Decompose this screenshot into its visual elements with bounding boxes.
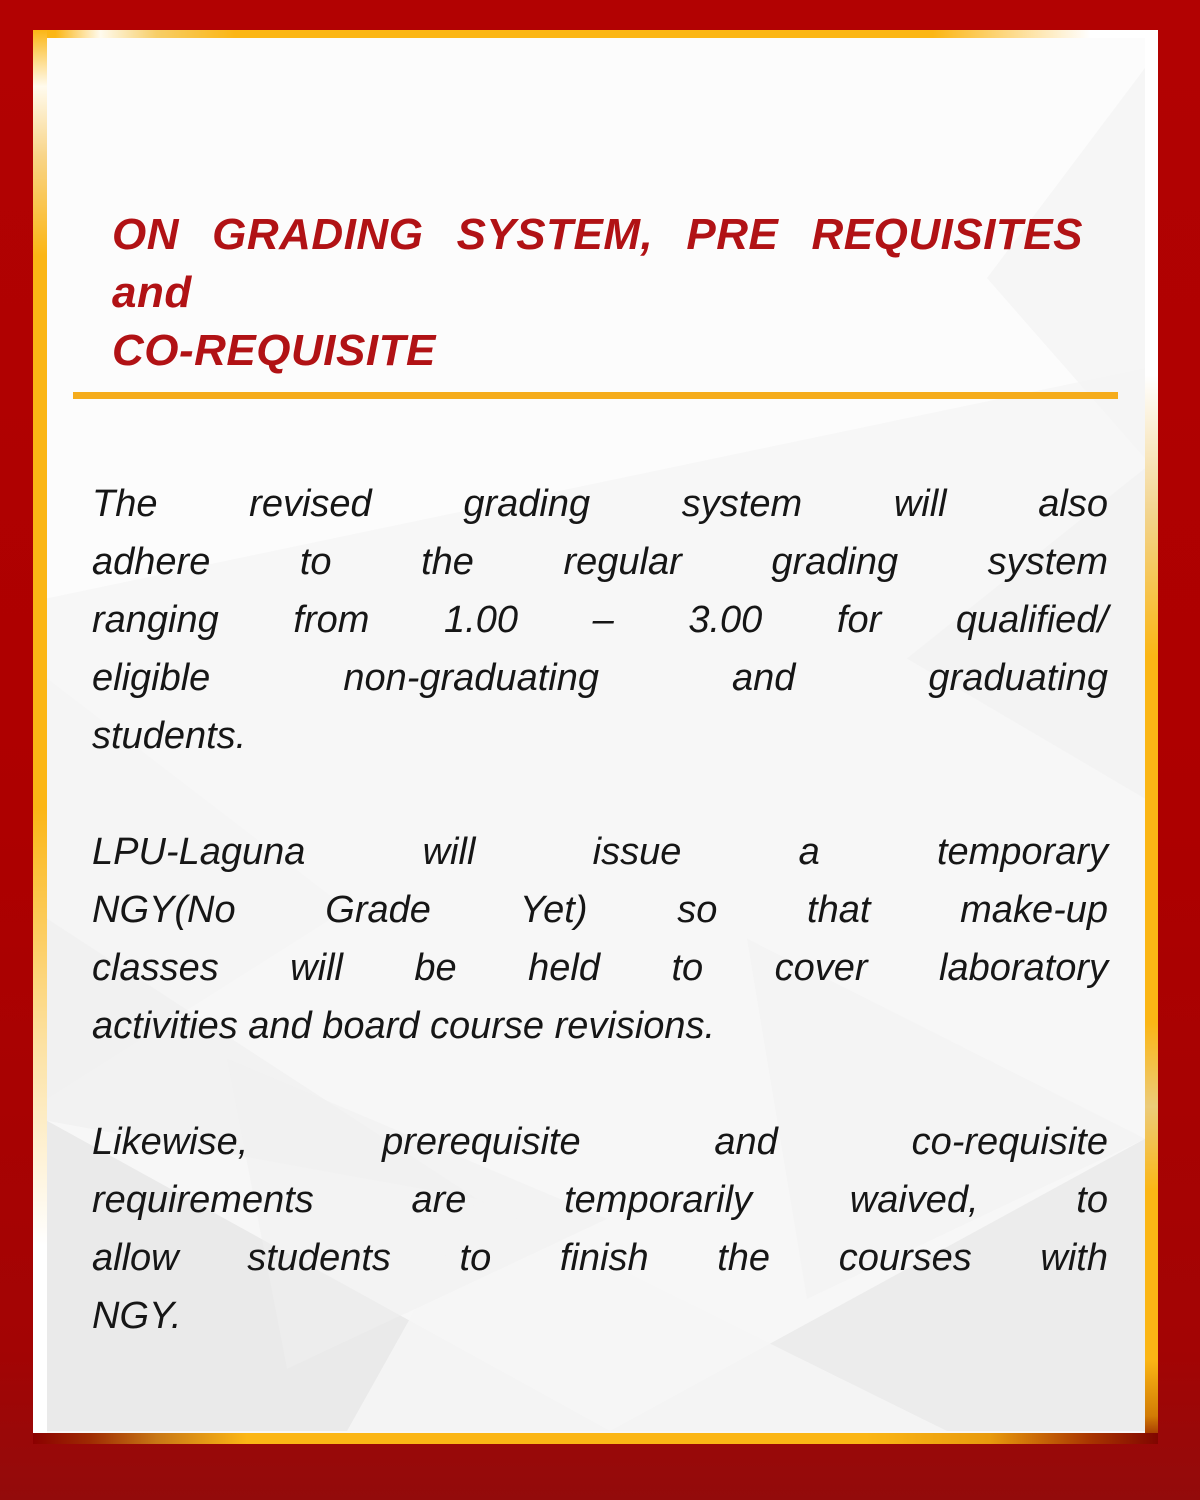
gold-border-left — [33, 30, 47, 1443]
paragraph-prerequisites — [92, 1113, 1108, 1345]
text-line: Likewise, prerequisite and co-requisite — [92, 1121, 1108, 1163]
text-line: adhere to the regular grading system — [92, 541, 1108, 583]
text-line: The revised grading system will also — [92, 483, 1108, 525]
text-line: eligible non-graduating and graduating — [92, 657, 1108, 699]
text-line: activities and board course revisions. — [92, 1005, 716, 1047]
page-content — [47, 206, 1145, 1345]
text-line: requirements are temporarily waived, to — [92, 1179, 1108, 1221]
paragraph-ngy — [92, 823, 1108, 1055]
paragraph-grading-system — [92, 475, 1108, 765]
section-title-line-1: ON GRADING SYSTEM, PRE REQUISITES and — [112, 210, 1083, 317]
gold-border-bottom — [33, 1433, 1158, 1444]
text-line: students. — [92, 715, 247, 757]
text-line: NGY(No Grade Yet) so that make-up — [92, 889, 1108, 931]
text-line: allow students to finish the courses with — [92, 1237, 1108, 1279]
section-title — [112, 206, 1083, 380]
gold-border-right — [1145, 38, 1158, 1444]
section-title-line-2: CO-REQUISITE — [112, 326, 436, 375]
text-line: LPU-Laguna will issue a temporary — [92, 831, 1108, 873]
title-underline — [73, 392, 1118, 399]
text-line: NGY. — [92, 1295, 182, 1337]
gold-border-top — [33, 30, 1158, 38]
body-text — [92, 475, 1108, 1345]
text-line: ranging from 1.00 – 3.00 for qualified/ — [92, 599, 1108, 641]
text-line: classes will be held to cover laboratory — [92, 947, 1108, 989]
content-panel — [47, 38, 1145, 1433]
